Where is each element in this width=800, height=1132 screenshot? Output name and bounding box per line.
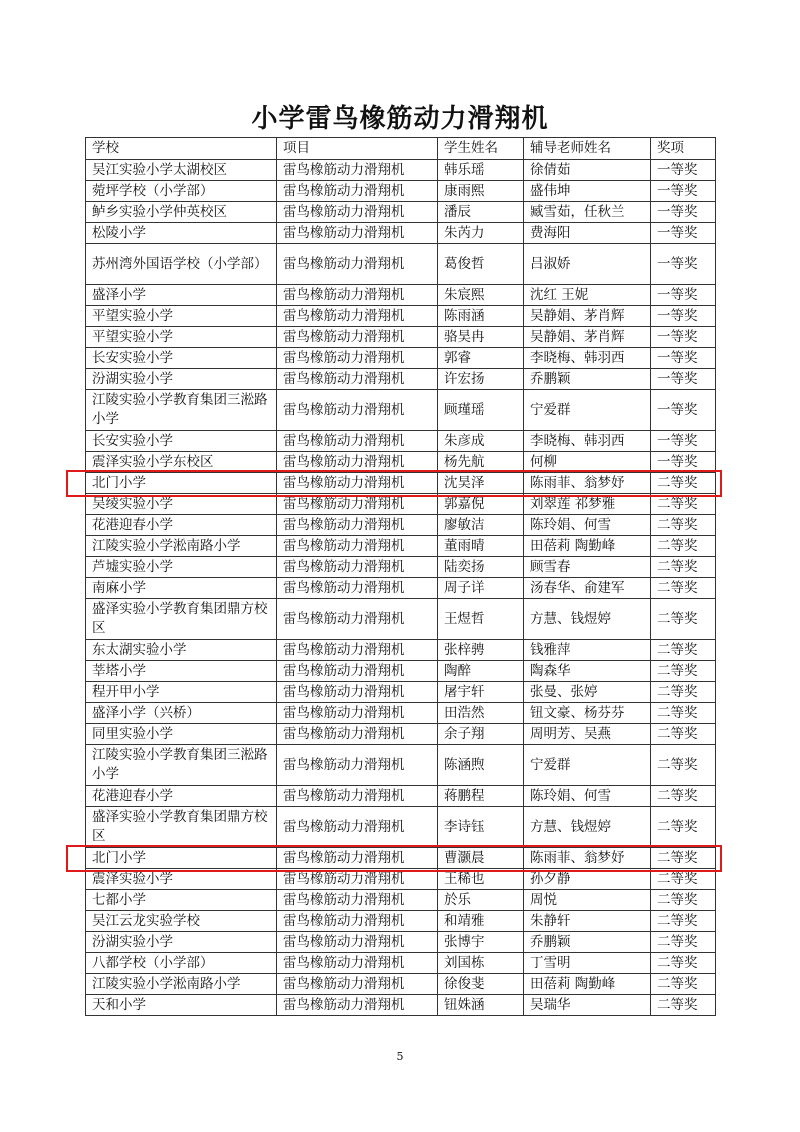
teacher-name-cell: 方慧、钱煜婷 xyxy=(524,807,651,848)
school-cell: 吴江云龙实验学校 xyxy=(86,911,277,932)
award-cell: 二等奖 xyxy=(651,557,716,578)
table-row xyxy=(86,974,716,995)
school-cell: 平望实验小学 xyxy=(86,327,277,348)
school-cell: 花港迎春小学 xyxy=(86,786,277,807)
award-cell: 一等奖 xyxy=(651,285,716,306)
project-cell: 雷鸟橡筋动力滑翔机 xyxy=(277,369,438,390)
student-name-cell: 骆昊冉 xyxy=(438,327,524,348)
school-cell: 程开甲小学 xyxy=(86,682,277,703)
award-cell: 二等奖 xyxy=(651,536,716,557)
column-header-award: 奖项 xyxy=(651,138,716,160)
award-cell: 一等奖 xyxy=(651,327,716,348)
school-cell: 长安实验小学 xyxy=(86,431,277,452)
award-cell: 一等奖 xyxy=(651,390,716,431)
student-name-cell: 张梓骋 xyxy=(438,640,524,661)
teacher-name-cell: 周悦 xyxy=(524,890,651,911)
school-cell: 长安实验小学 xyxy=(86,348,277,369)
student-name-cell: 余子翔 xyxy=(438,724,524,745)
student-name-cell: 陶醉 xyxy=(438,661,524,682)
table-row xyxy=(86,348,716,369)
project-cell: 雷鸟橡筋动力滑翔机 xyxy=(277,786,438,807)
project-cell: 雷鸟橡筋动力滑翔机 xyxy=(277,974,438,995)
award-cell: 二等奖 xyxy=(651,848,716,869)
school-cell: 汾湖实验小学 xyxy=(86,932,277,953)
award-cell: 二等奖 xyxy=(651,911,716,932)
project-cell: 雷鸟橡筋动力滑翔机 xyxy=(277,578,438,599)
school-cell: 吴绫实验小学 xyxy=(86,494,277,515)
table-row xyxy=(86,244,716,285)
project-cell: 雷鸟橡筋动力滑翔机 xyxy=(277,932,438,953)
project-cell: 雷鸟橡筋动力滑翔机 xyxy=(277,703,438,724)
student-name-cell: 屠宇轩 xyxy=(438,682,524,703)
student-name-cell: 张博宇 xyxy=(438,932,524,953)
table-row xyxy=(86,786,716,807)
table-header-row xyxy=(86,138,716,160)
table-row xyxy=(86,202,716,223)
student-name-cell: 韩乐瑶 xyxy=(438,160,524,181)
table-row xyxy=(86,160,716,181)
table-body xyxy=(86,160,716,1016)
teacher-name-cell: 费海阳 xyxy=(524,223,651,244)
award-cell: 二等奖 xyxy=(651,473,716,494)
project-cell: 雷鸟橡筋动力滑翔机 xyxy=(277,869,438,890)
school-cell: 八都学校（小学部） xyxy=(86,953,277,974)
project-cell: 雷鸟橡筋动力滑翔机 xyxy=(277,473,438,494)
table-row xyxy=(86,599,716,640)
table-row xyxy=(86,327,716,348)
award-cell: 二等奖 xyxy=(651,724,716,745)
award-cell: 二等奖 xyxy=(651,974,716,995)
table-row xyxy=(86,995,716,1016)
award-cell: 二等奖 xyxy=(651,953,716,974)
award-cell: 二等奖 xyxy=(651,682,716,703)
school-cell: 松陵小学 xyxy=(86,223,277,244)
teacher-name-cell: 何柳 xyxy=(524,452,651,473)
project-cell: 雷鸟橡筋动力滑翔机 xyxy=(277,807,438,848)
teacher-name-cell: 孙夕静 xyxy=(524,869,651,890)
school-cell: 北门小学 xyxy=(86,473,277,494)
award-cell: 二等奖 xyxy=(651,890,716,911)
award-cell: 二等奖 xyxy=(651,703,716,724)
teacher-name-cell: 沈红 王妮 xyxy=(524,285,651,306)
page-number: 5 xyxy=(396,1050,404,1063)
teacher-name-cell: 钱雅萍 xyxy=(524,640,651,661)
table-row xyxy=(86,890,716,911)
award-cell: 一等奖 xyxy=(651,223,716,244)
teacher-name-cell: 吴静娟、茅肖辉 xyxy=(524,306,651,327)
project-cell: 雷鸟橡筋动力滑翔机 xyxy=(277,306,438,327)
school-cell: 震泽实验小学东校区 xyxy=(86,452,277,473)
table-row xyxy=(86,682,716,703)
student-name-cell: 康雨熙 xyxy=(438,181,524,202)
table-row xyxy=(86,181,716,202)
teacher-name-cell: 陈玲娟、何雪 xyxy=(524,786,651,807)
project-cell: 雷鸟橡筋动力滑翔机 xyxy=(277,327,438,348)
award-cell: 一等奖 xyxy=(651,202,716,223)
table-row xyxy=(86,640,716,661)
student-name-cell: 杨先航 xyxy=(438,452,524,473)
project-cell: 雷鸟橡筋动力滑翔机 xyxy=(277,911,438,932)
table-row xyxy=(86,703,716,724)
student-name-cell: 董雨晴 xyxy=(438,536,524,557)
school-cell: 北门小学 xyxy=(86,848,277,869)
teacher-name-cell: 李晓梅、韩羽西 xyxy=(524,348,651,369)
table-row xyxy=(86,306,716,327)
teacher-name-cell: 李晓梅、韩羽西 xyxy=(524,431,651,452)
award-cell: 二等奖 xyxy=(651,932,716,953)
table-row xyxy=(86,494,716,515)
table-row xyxy=(86,452,716,473)
school-cell: 江陵实验小学淞南路小学 xyxy=(86,974,277,995)
school-cell: 盛泽小学 xyxy=(86,285,277,306)
project-cell: 雷鸟橡筋动力滑翔机 xyxy=(277,848,438,869)
table-row xyxy=(86,869,716,890)
project-cell: 雷鸟橡筋动力滑翔机 xyxy=(277,640,438,661)
teacher-name-cell: 田蓓莉 陶勤峰 xyxy=(524,536,651,557)
teacher-name-cell: 周明芳、吴燕 xyxy=(524,724,651,745)
teacher-name-cell: 吴瑞华 xyxy=(524,995,651,1016)
table-row xyxy=(86,848,716,869)
table-row xyxy=(86,515,716,536)
teacher-name-cell: 乔鹏颖 xyxy=(524,932,651,953)
award-cell: 二等奖 xyxy=(651,599,716,640)
table-row xyxy=(86,724,716,745)
student-name-cell: 陈雨涵 xyxy=(438,306,524,327)
column-header-teacher: 辅导老师姓名 xyxy=(524,138,651,160)
project-cell: 雷鸟橡筋动力滑翔机 xyxy=(277,223,438,244)
school-cell: 平望实验小学 xyxy=(86,306,277,327)
award-cell: 二等奖 xyxy=(651,786,716,807)
table-row xyxy=(86,285,716,306)
award-cell: 一等奖 xyxy=(651,306,716,327)
project-cell: 雷鸟橡筋动力滑翔机 xyxy=(277,431,438,452)
column-header-school: 学校 xyxy=(86,138,277,160)
school-cell: 汾湖实验小学 xyxy=(86,369,277,390)
table-row xyxy=(86,578,716,599)
teacher-name-cell: 徐倩茹 xyxy=(524,160,651,181)
student-name-cell: 曹灏晨 xyxy=(438,848,524,869)
school-cell: 江陵实验小学淞南路小学 xyxy=(86,536,277,557)
award-cell: 二等奖 xyxy=(651,995,716,1016)
awards-table xyxy=(85,137,716,1016)
student-name-cell: 刘国栋 xyxy=(438,953,524,974)
student-name-cell: 陆奕扬 xyxy=(438,557,524,578)
award-cell: 二等奖 xyxy=(651,807,716,848)
table-row xyxy=(86,953,716,974)
project-cell: 雷鸟橡筋动力滑翔机 xyxy=(277,160,438,181)
teacher-name-cell: 吕淑娇 xyxy=(524,244,651,285)
project-cell: 雷鸟橡筋动力滑翔机 xyxy=(277,390,438,431)
teacher-name-cell: 宁爱群 xyxy=(524,390,651,431)
table-row xyxy=(86,807,716,848)
student-name-cell: 陈涵煦 xyxy=(438,745,524,786)
project-cell: 雷鸟橡筋动力滑翔机 xyxy=(277,452,438,473)
column-header-student: 学生姓名 xyxy=(438,138,524,160)
teacher-name-cell: 钮文豪、杨芬芬 xyxy=(524,703,651,724)
page-title: 小学雷鸟橡筋动力滑翔机 xyxy=(251,104,549,134)
table-row xyxy=(86,932,716,953)
project-cell: 雷鸟橡筋动力滑翔机 xyxy=(277,348,438,369)
student-name-cell: 和靖雅 xyxy=(438,911,524,932)
project-cell: 雷鸟橡筋动力滑翔机 xyxy=(277,244,438,285)
award-cell: 一等奖 xyxy=(651,160,716,181)
teacher-name-cell: 宁爱群 xyxy=(524,745,651,786)
school-cell: 苏州湾外国语学校（小学部） xyxy=(86,244,277,285)
school-cell: 莘塔小学 xyxy=(86,661,277,682)
teacher-name-cell: 刘翠莲 祁梦雅 xyxy=(524,494,651,515)
teacher-name-cell: 陈玲娟、何雪 xyxy=(524,515,651,536)
project-cell: 雷鸟橡筋动力滑翔机 xyxy=(277,557,438,578)
teacher-name-cell: 盛伟坤 xyxy=(524,181,651,202)
school-cell: 吴江实验小学太湖校区 xyxy=(86,160,277,181)
teacher-name-cell: 田蓓莉 陶勤峰 xyxy=(524,974,651,995)
award-cell: 一等奖 xyxy=(651,244,716,285)
student-name-cell: 郭嘉倪 xyxy=(438,494,524,515)
table-row xyxy=(86,557,716,578)
school-cell: 东太湖实验小学 xyxy=(86,640,277,661)
project-cell: 雷鸟橡筋动力滑翔机 xyxy=(277,745,438,786)
column-header-project: 项目 xyxy=(277,138,438,160)
school-cell: 盛泽小学（兴桥） xyxy=(86,703,277,724)
teacher-name-cell: 方慧、钱煜婷 xyxy=(524,599,651,640)
project-cell: 雷鸟橡筋动力滑翔机 xyxy=(277,953,438,974)
student-name-cell: 李诗钰 xyxy=(438,807,524,848)
student-name-cell: 周子详 xyxy=(438,578,524,599)
teacher-name-cell: 吴静娟、茅肖辉 xyxy=(524,327,651,348)
student-name-cell: 廖敏洁 xyxy=(438,515,524,536)
award-cell: 一等奖 xyxy=(651,181,716,202)
student-name-cell: 潘辰 xyxy=(438,202,524,223)
school-cell: 江陵实验小学教育集团三淞路小学 xyxy=(86,745,277,786)
school-cell: 菀坪学校（小学部） xyxy=(86,181,277,202)
award-cell: 一等奖 xyxy=(651,348,716,369)
school-cell: 芦墟实验小学 xyxy=(86,557,277,578)
project-cell: 雷鸟橡筋动力滑翔机 xyxy=(277,995,438,1016)
student-name-cell: 田浩然 xyxy=(438,703,524,724)
project-cell: 雷鸟橡筋动力滑翔机 xyxy=(277,494,438,515)
table-row xyxy=(86,536,716,557)
award-cell: 一等奖 xyxy=(651,431,716,452)
student-name-cell: 王稀也 xyxy=(438,869,524,890)
project-cell: 雷鸟橡筋动力滑翔机 xyxy=(277,202,438,223)
school-cell: 七都小学 xyxy=(86,890,277,911)
teacher-name-cell: 顾雪春 xyxy=(524,557,651,578)
student-name-cell: 许宏扬 xyxy=(438,369,524,390)
award-cell: 二等奖 xyxy=(651,661,716,682)
project-cell: 雷鸟橡筋动力滑翔机 xyxy=(277,181,438,202)
project-cell: 雷鸟橡筋动力滑翔机 xyxy=(277,515,438,536)
table-row xyxy=(86,390,716,431)
table-row xyxy=(86,745,716,786)
student-name-cell: 朱宸熙 xyxy=(438,285,524,306)
teacher-name-cell: 汤春华、俞建军 xyxy=(524,578,651,599)
teacher-name-cell: 陈雨菲、翁梦妤 xyxy=(524,848,651,869)
table-row xyxy=(86,431,716,452)
student-name-cell: 郭睿 xyxy=(438,348,524,369)
school-cell: 盛泽实验小学教育集团鼎方校区 xyxy=(86,807,277,848)
teacher-name-cell: 张曼、张婷 xyxy=(524,682,651,703)
student-name-cell: 顾瑾瑶 xyxy=(438,390,524,431)
student-name-cell: 朱芮力 xyxy=(438,223,524,244)
project-cell: 雷鸟橡筋动力滑翔机 xyxy=(277,724,438,745)
school-cell: 盛泽实验小学教育集团鼎方校区 xyxy=(86,599,277,640)
table-row xyxy=(86,369,716,390)
teacher-name-cell: 臧雪茹，任秋兰 xyxy=(524,202,651,223)
project-cell: 雷鸟橡筋动力滑翔机 xyxy=(277,599,438,640)
school-cell: 鲈乡实验小学仲英校区 xyxy=(86,202,277,223)
student-name-cell: 朱彦成 xyxy=(438,431,524,452)
award-cell: 二等奖 xyxy=(651,869,716,890)
award-cell: 二等奖 xyxy=(651,745,716,786)
project-cell: 雷鸟橡筋动力滑翔机 xyxy=(277,890,438,911)
teacher-name-cell: 丁雪明 xyxy=(524,953,651,974)
table-row xyxy=(86,661,716,682)
project-cell: 雷鸟橡筋动力滑翔机 xyxy=(277,536,438,557)
project-cell: 雷鸟橡筋动力滑翔机 xyxy=(277,661,438,682)
award-cell: 二等奖 xyxy=(651,578,716,599)
school-cell: 南麻小学 xyxy=(86,578,277,599)
table-row xyxy=(86,911,716,932)
teacher-name-cell: 乔鹏颖 xyxy=(524,369,651,390)
student-name-cell: 葛俊哲 xyxy=(438,244,524,285)
table-row xyxy=(86,223,716,244)
award-cell: 二等奖 xyxy=(651,494,716,515)
teacher-name-cell: 陈雨菲、翁梦妤 xyxy=(524,473,651,494)
student-name-cell: 蒋鹏程 xyxy=(438,786,524,807)
student-name-cell: 於乐 xyxy=(438,890,524,911)
student-name-cell: 王煜哲 xyxy=(438,599,524,640)
school-cell: 江陵实验小学教育集团三淞路小学 xyxy=(86,390,277,431)
school-cell: 震泽实验小学 xyxy=(86,869,277,890)
table-row xyxy=(86,473,716,494)
award-cell: 二等奖 xyxy=(651,515,716,536)
student-name-cell: 钮姝涵 xyxy=(438,995,524,1016)
school-cell: 花港迎春小学 xyxy=(86,515,277,536)
award-cell: 一等奖 xyxy=(651,452,716,473)
school-cell: 天和小学 xyxy=(86,995,277,1016)
student-name-cell: 徐俊斐 xyxy=(438,974,524,995)
project-cell: 雷鸟橡筋动力滑翔机 xyxy=(277,682,438,703)
award-cell: 一等奖 xyxy=(651,369,716,390)
project-cell: 雷鸟橡筋动力滑翔机 xyxy=(277,285,438,306)
teacher-name-cell: 朱静轩 xyxy=(524,911,651,932)
teacher-name-cell: 陶森华 xyxy=(524,661,651,682)
school-cell: 同里实验小学 xyxy=(86,724,277,745)
student-name-cell: 沈昊泽 xyxy=(438,473,524,494)
award-cell: 二等奖 xyxy=(651,640,716,661)
